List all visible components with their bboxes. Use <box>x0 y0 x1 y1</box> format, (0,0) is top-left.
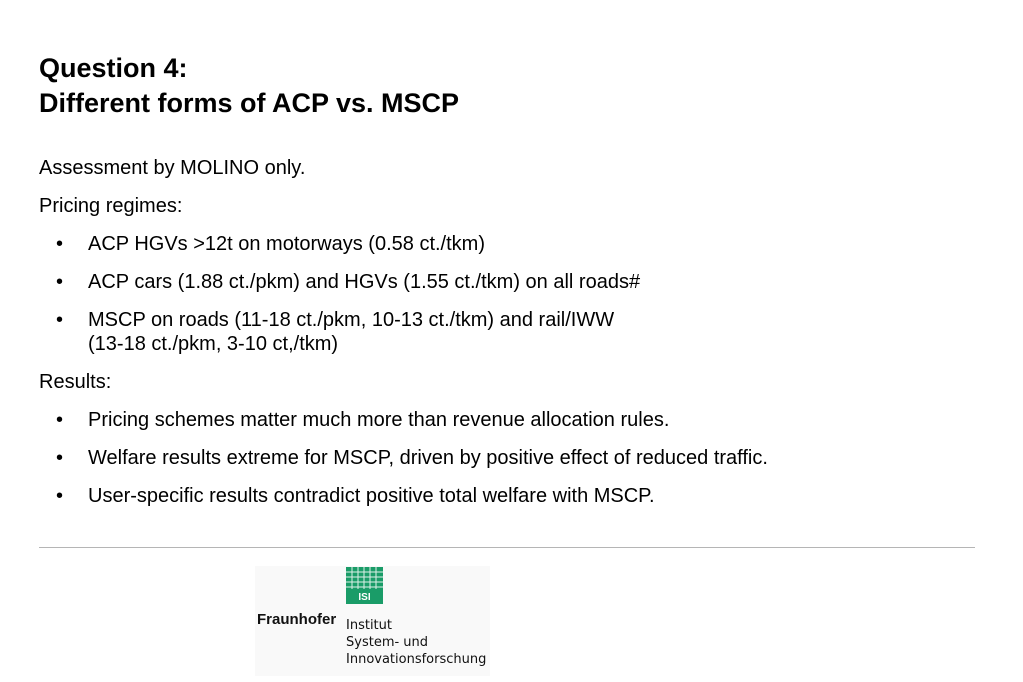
list-item <box>39 484 979 508</box>
institute-line2: System- und <box>346 635 429 650</box>
list-item-text-continued: (13-18 ct./pkm, 3-10 ct,/tkm) <box>88 333 339 355</box>
list-item-text: User-specific results contradict positive total welfare with MSCP. <box>88 485 655 507</box>
bullet-icon: • <box>56 233 64 255</box>
list-item <box>39 308 979 356</box>
footer-divider <box>39 547 975 548</box>
pricing-heading: Pricing regimes: <box>39 195 183 217</box>
slide-title-line2: Different forms of ACP vs. MSCP <box>39 88 460 118</box>
list-item <box>39 408 979 432</box>
isi-badge-text: ISI <box>358 592 371 603</box>
institute-name <box>346 617 486 668</box>
slide-title-line1: Question 4: <box>39 53 188 83</box>
isi-logo-icon <box>346 567 383 604</box>
bullet-icon: • <box>56 271 64 293</box>
list-item <box>39 446 979 470</box>
bullet-icon: • <box>56 409 64 431</box>
list-item-text: Pricing schemes matter much more than revenue allocation rules. <box>88 409 670 431</box>
pricing-list <box>39 232 979 356</box>
list-item-text: ACP HGVs >12t on motorways (0.58 ct./tkm) <box>88 233 485 255</box>
results-heading: Results: <box>39 371 112 393</box>
list-item <box>39 270 979 294</box>
fraunhofer-wordmark: Fraunhofer <box>257 611 337 628</box>
bullet-icon: • <box>56 485 64 507</box>
institute-line3: Innovationsforschung <box>346 652 487 667</box>
institute-line1: Institut <box>346 618 392 633</box>
bullet-icon: • <box>56 309 64 331</box>
list-item-text: Welfare results extreme for MSCP, driven by positive effect of reduced traffic. <box>88 447 768 469</box>
intro-text: Assessment by MOLINO only. <box>39 157 306 179</box>
list-item-text: ACP cars (1.88 ct./pkm) and HGVs (1.55 ct./tkm) on all roads# <box>88 271 641 293</box>
fraunhofer-isi-logo <box>255 566 490 676</box>
slide-title <box>39 51 459 121</box>
list-item-text: MSCP on roads (11-18 ct./pkm, 10-13 ct./tkm) and rail/IWW <box>88 309 615 331</box>
results-list <box>39 408 979 508</box>
bullet-icon: • <box>56 447 64 469</box>
slide-body <box>39 156 979 522</box>
list-item <box>39 232 979 256</box>
